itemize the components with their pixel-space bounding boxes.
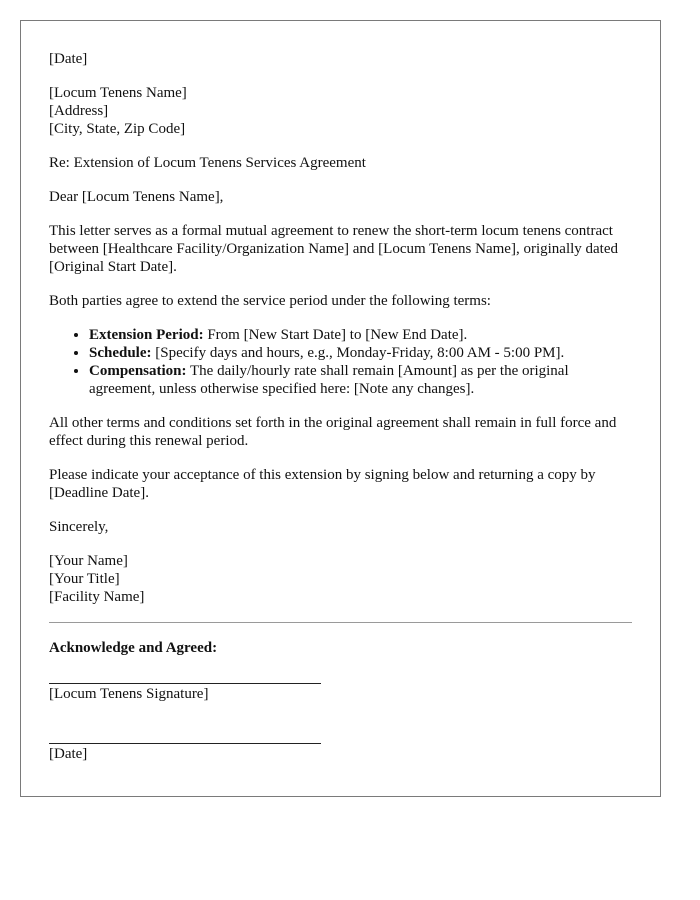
section-divider [49,622,632,623]
recipient-address: [Address] [49,103,109,119]
letter-salutation: Dear [Locum Tenens Name], [49,189,224,205]
terms-list [49,326,632,398]
intro-paragraph: This letter serves as a formal mutual agreement to renew the short-term locum tenens contract between [Healthcare Facility/Organization Name] and [Locum Tenens Name], originally dated [Original Start Date]. [49,223,619,275]
signature-label: [Locum Tenens Signature] [49,686,209,702]
other-terms-paragraph: All other terms and conditions set forth in the original agreement shall remain in full force and effect during this renewal period. [49,415,617,449]
acknowledgment-heading: Acknowledge and Agreed: [49,640,218,656]
recipient-name: [Locum Tenens Name] [49,85,187,101]
letter-closing: Sincerely, [49,519,109,535]
term-item-schedule [89,344,632,362]
date-signature-label: [Date] [49,746,88,762]
letter-document [20,20,661,797]
term-label: Extension Period: [89,327,204,343]
acceptance-paragraph: Please indicate your acceptance of this extension by signing below and returning a copy by [Deadline Date]. [49,467,596,501]
term-label: Schedule: [89,345,152,361]
letter-date: [Date] [49,51,88,67]
sender-title: [Your Title] [49,571,120,587]
term-text: [Specify days and hours, e.g., Monday-Friday, 8:00 AM - 5:00 PM]. [151,345,565,361]
term-item-compensation [89,362,632,398]
letter-subject: Re: Extension of Locum Tenens Services Agreement [49,155,366,171]
term-label: Compensation: [89,363,187,379]
date-signature-line[interactable] [49,743,321,744]
sender-block [49,552,632,606]
term-item-extension-period [89,326,632,344]
recipient-city-state-zip: [City, State, Zip Code] [49,121,186,137]
recipient-address-block [49,84,632,138]
signature-line[interactable] [49,683,321,684]
term-text: From [New Start Date] to [New End Date]. [203,327,468,343]
terms-intro: Both parties agree to extend the service period under the following terms: [49,293,491,309]
term-text: The daily/hourly rate shall remain [Amount] as per the original agreement, unless otherwise specified here: [Note any changes]. [89,363,569,397]
sender-facility: [Facility Name] [49,589,145,605]
sender-name: [Your Name] [49,553,128,569]
